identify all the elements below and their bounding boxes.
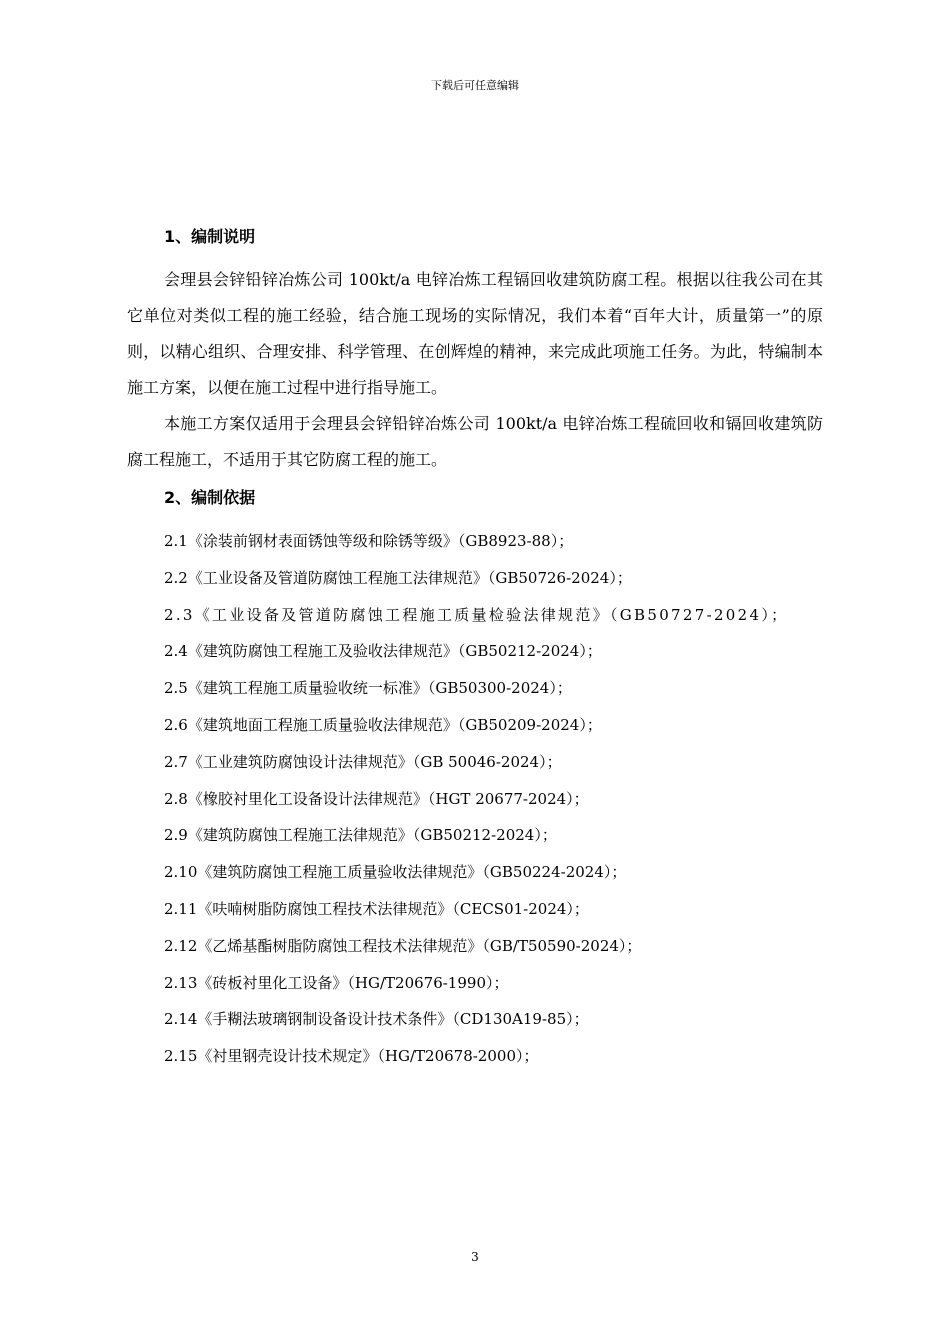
- reference-item: 2.13《砖板衬里化工设备》（HG/T20676-1990）；: [164, 973, 509, 992]
- reference-item: 2.10《建筑防腐蚀工程施工质量验收法律规范》（GB50224-2024）；: [164, 863, 627, 882]
- page-number: 3: [471, 1250, 479, 1264]
- section-heading: 2、编制依据: [164, 488, 256, 507]
- reference-item: 2.5《建筑工程施工质量验收统一标准》（GB50300-2024）；: [164, 679, 572, 698]
- reference-item: 2.3《工业设备及管道防腐蚀工程施工质量检验法律规范》（GB50727-2024）；: [164, 605, 789, 624]
- reference-list: [127, 523, 823, 1075]
- document-body: [127, 223, 823, 1075]
- reference-item: 2.14《手糊法玻璃钢制设备设计技术条件》（CD130A19-85）；: [164, 1010, 589, 1029]
- reference-item: 2.1《涂装前钢材表面锈蚀等级和除锈等级》（GB8923-88）；: [164, 532, 574, 550]
- reference-item: 2.8《橡胶衬里化工设备设计法律规范》（HGT 20677-2024）；: [164, 789, 589, 808]
- reference-item: 2.4《建筑防腐蚀工程施工及验收法律规范》（GB50212-2024）；: [164, 642, 602, 661]
- reference-item: 2.9《建筑防腐蚀工程施工法律规范》（GB50212-2024）；: [164, 826, 557, 845]
- section-heading: 1、编制说明: [164, 227, 256, 246]
- paragraph: 本施工方案仅适用于会理县会锌铅锌冶炼公司 100kt/a 电锌冶炼工程硫回收和镉回收建筑防腐工程施工，不适用于其它防腐工程的施工。: [127, 414, 823, 469]
- section-compilation-basis: [127, 484, 823, 1075]
- page-header: 下载后可任意编辑: [431, 79, 519, 92]
- reference-item: 2.7《工业建筑防腐蚀设计法律规范》（GB 50046-2024）；: [164, 752, 562, 771]
- reference-item: 2.2《工业设备及管道防腐蚀工程施工法律规范》（GB50726-2024）；: [164, 568, 632, 587]
- reference-item: 2.6《建筑地面工程施工质量验收法律规范》（GB50209-2024）；: [164, 715, 602, 734]
- section-compilation-notes: [127, 223, 823, 478]
- reference-item: 2.15《衬里钢壳设计技术规定》（HG/T20678-2000）；: [164, 1047, 539, 1066]
- reference-item: 2.11《呋喃树脂防腐蚀工程技术法律规范》（CECS01-2024）；: [164, 899, 589, 918]
- paragraph: 会理县会锌铅锌冶炼公司 100kt/a 电锌冶炼工程镉回收建筑防腐工程。根据以往我公司在其它单位对类似工程的施工经验，结合施工现场的实际情况，我们本着“百年大计，质量第一”的原则，以精心组织、合理安排、科学管理、在创辉煌的精神，来完成此项施工任务。为此，特编制本施工方案，以便在施工过程中进行指导施工。: [127, 270, 823, 397]
- reference-item: 2.12《乙烯基酯树脂防腐蚀工程技术法律规范》（GB/T50590-2024）；: [164, 936, 642, 955]
